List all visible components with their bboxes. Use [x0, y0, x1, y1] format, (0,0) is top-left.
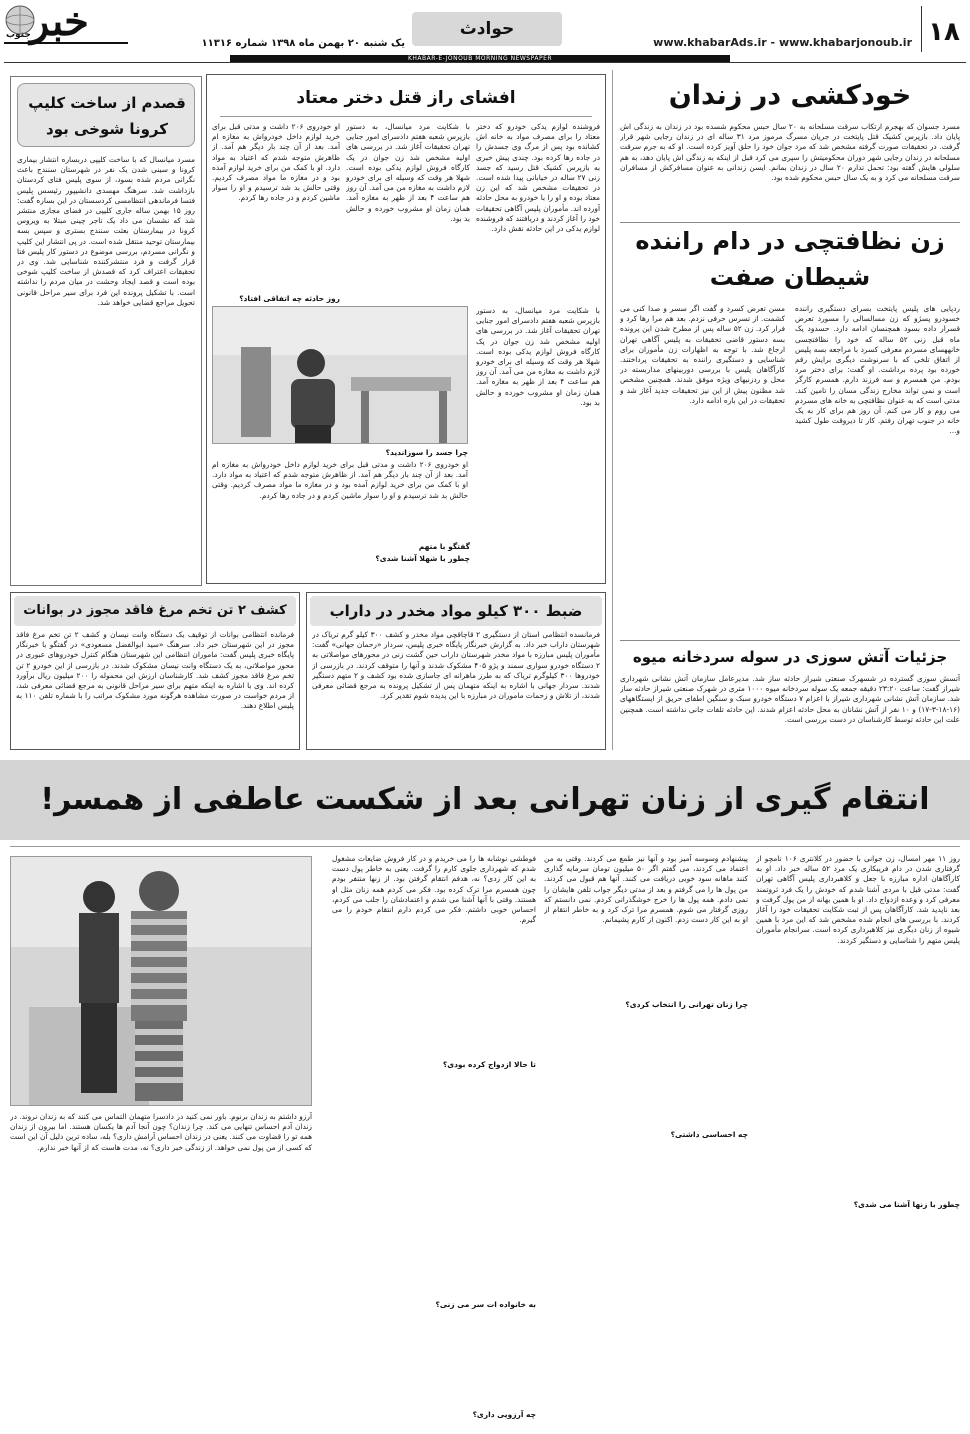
- article-cleaner-col1: ردپایی های پلیس پایتخت بسرای دستگیری راننده خسودرو پسژو که زن مسالسالی را مسورد تعرض قسرار داده بسود همچنسان ادامه دارد. حسدود یک ماه قبل زنی ۵۲ ساله که خود را نظافتچسی خانههسای مسردم معرفی کسرد با مراجعه بسه پلیس از اتفاق تلخی که با سرنوشت دیگری برایش رقم خورده بود پرده برداشت. او گفت: برای دختر مرد بودم. من همسرم و سه فرزند دارم. همسرم کارگر است و نمی تواند مخارج زندگی مسان را تامین کند. مدتی است که به عنوان نظافتچی به خانه های مسردم می روم و کار می کنم. آن روز هم برای کار به یک خانه در جنوب تهران رفتم. کار تا دیروقت طول کشید و...: [795, 304, 960, 436]
- headline-revenge: انتقام گیری از زنان تهرانی بعد از شکست عاطفی از همسر!: [40, 782, 930, 817]
- header-divider: [921, 6, 922, 52]
- logo-text: خبر: [30, 0, 89, 45]
- article-drugs-body: فرمانسده انتظامی استان از دستگیری ۲ قاچاقچی مواد مخدر و کشف ۳۰۰ کیلو گرم تریاک در شهرستان داراب خبر داد. به گزارش خبرنگار پایگاه خبری پلیس، سردار «رحمان جهانی» گفت: مأموران پلیس مبارزه با مواد مخدر شهرستان داراب حین گشت زنی در محورهای مواصلاتی به ۲ دستگاه خودرو سواری سمند و پژو ۴۰۵ مشکوک شدند و آنها را متوقف کردند. در بازرسی از خودروها ۳۰۰ کیلوگرم تریاک که به طرز ماهرانه ای جاسازی شده بود کشف و ۲ متهم دستگیر شدند. سردار جهانی با اشاره به اینکه متهمان پس از تشکیل پرونده به مرجع قضائی معرفی شدند، از تلاش و زحمات ماموران در مبارزه با این پدیده شوم تقدیر کرد.: [312, 630, 600, 701]
- divider: [620, 640, 960, 641]
- article-suicide-body: مسرد جسوان که بهجرم ارتکاب سرقت مسلحانه به ۲۰ سال حبس محکوم شسده بود در زندان به زندگی اش پایان داد. بازپرس کشیک قتل پایتخت در جریان مسرگ مرموز مرد ۳۱ ساله ای در زندان رجایی شهر قرار گرفت. در تحقیقات صورت گرفته مشخص شد که مرد جوان خود را حلق آویز کرده است. او که به جرم سرقت مسلحانه در زندان رجایی شهر دوران محکومیتش را سپری می کرد قبل از اینکه به زندگی اش پایان دهد، به هم سلولی هایش گفته بود: تحمل تدارم ۲۰ سال در زندان بمانم. ایسن زندانی به عنوان مسافرکش از مسافران سرقت مسلحانه می کرد و به یک سال حبس محکوم شده بود.: [620, 122, 960, 183]
- headline-covid-1: قصدم از ساخت کلیپ: [28, 94, 186, 112]
- article-murder-col4: با شکایت مرد میانسال، به دستور بازپرس شعبه هفتم دادسرای امور جنایی تهران تحقیقات آغاز شد. در بررسی های اولیه مشخص شد زن جوان در یک کارگاه فروش لوازم یدکی بوده است. شهلا هر وقت که وسیله ای برای خودرو لازم داشت به مغازه من می آمد. آن روز هم ساعت ۴ بعد از ظهر به مغازه آمد. همان زمان او مشروب خورده و حالش بد بود.: [476, 306, 600, 407]
- headline-covid-2: کرونا شوخی بود: [46, 120, 168, 138]
- article-covid-box: [10, 76, 202, 586]
- divider: [10, 846, 960, 847]
- question-murder: چطور با شهلا آشنا شدی؟: [375, 554, 470, 563]
- question-revenge: چه احساسی داشتی؟: [670, 1130, 748, 1139]
- masthead-english: KHABAR-E-JONOUB MORNING NEWSPAPER: [230, 55, 730, 63]
- site-urls[interactable]: www.khabarAds.ir - www.khabarjonoub.ir: [653, 36, 912, 49]
- article-revenge-col3: فوطشی نوشابه ها را می خریدم و در کار فروش ضایعات مشغول شدم که شهرداری جلوی کارم را گرفت. یعنی به خاطر پول دست به این کار زدی؟ نه، هدفم انتقام گرفتن بود. از زنها متنفر بودم چون همسرم مرا ترک کرده بود. فکر می کردم همه زنان مثل او هستند. وقتی با آنها آشنا می شدم و اعتمادشان را جلب می کردم، احساس خوبی داشتم. فکر می کردم دارم انتقام خودم را می گیرم.: [332, 854, 536, 925]
- article-murder-col1: فروشنده لوازم یدکی خودرو که دختر معتاد را برای مصرف مواد به خانه اش کشانده بود پس از مرگ وی جسدش را در جاده رها کرده بود. چندی پیش خبری به بازپرس کشیک قتل رسید که جسد زنی ۲۷ ساله در خیابانی پیدا شده است. در تحقیقات مشخص شد که این زن معتاد بوده و او را با خودرو به محل حادثه آورده اند. مأموران پلیس آگاهی تحقیقات خود را آغاز کردند و دریافتند که فروشنده لوازم یدکی در این حادثه نقش دارد.: [476, 122, 600, 234]
- question-revenge: به خانواده ات سر می زنی؟: [435, 1300, 536, 1309]
- question-revenge: تا حالا ازدواج کرده بودی؟: [442, 1060, 536, 1069]
- article-eggs-body: فرمانده انتظامی بوانات از توقیف یک دستگاه وانت نیسان و کشف ۲ تن تخم مرغ فاقد مجوز در این شهرستان خبر داد. سرهنگ «سید ابوالفضل مسعودی» در گفتگو با خبرنگار پایگاه خبری پلیس گفت: ماموران انتظامی این شهرستان هنگام کنترل خودروهای عبوری در محور مواصلاتی، به یک دستگاه وانت نیسان مشکوک شدند. در بازرسی از این خودرو ۲ تن تخم مرغ فاقد مجوز کشف شد. کارشناسان ارزش این محموله را ۲۰۰ میلیون ریال برآورد کرده اند. وی با اشاره به اینکه متهم برای سیر مراحل قانونی به مرجع قضائی معرفی شد، از مردم خواست در صورت مشاهده هرگونه مورد مشکوک مراتب را با شماره تلفن ۱۱۰ به پلیس اطلاع دهند.: [16, 630, 294, 711]
- article-covid-body: مسرد میانسال که با ساخت کلیپی دربساره انتشار بیماری کرونا و سینی شدن یک نفر در شهرستان سنندج باعث نگرانی مردم شده بسود، از سوی پلیس فتای کردستان بازداشت شد. سرهنگ مهسدی دانشیپور رئیسس پلیس فتسا فرماندهی انتظامسی کردسستان در این بساره گفت: روز ۱۵ بهمن ساله جاری کلیپی در فضای مجازی منتشر شد که نشسان می داد یک تاجر چینی مبتلا به ویروس کرونا در بیمارستان بعثت سنندج بستری و سپس بسه بیمارستان توحید منتقل شده است. در پی انتشار این کلیپ و نگرانی مسردم، بررسی موضوع در دستور کار پلیس فتا قرار گرفت و فرد منتشرکننده شناسایی شد. وی در تحقیقات اعتراف کرد که قصدش از ساخت کلیپ شوخی بوده است و قصد ایجاد وحشت در میان مردم را نداشته است. با تشکیل پرونده این فرد برای سیر مراحل قانونی تحویل مراجع قضایی خواهد شد.: [17, 155, 195, 307]
- article-murder-col3: او خودروی ۲۰۶ داشت و مدتی قبل برای خرید لوازم داخل خودرواش به مغازه ام آمد. بعد از آن چند بار دیگر هم آمد. از ظاهرش متوجه شدم که اعتیاد به مواد دارد. او با کمک من برای خرید لوازم آمده بود و در مغازه ما مواد مصرف کردیم. وقتی حالش بد شد ترسیدم و او را سوار ماشین کردم و در جاده رها کردم.: [212, 122, 340, 203]
- question-revenge: چرا زنان تهرانی را انتخاب کردی؟: [625, 1000, 748, 1009]
- divider: [220, 116, 592, 117]
- question-murder: روز حادثه چه اتفاقی افتاد؟: [239, 294, 340, 303]
- logo-subtext: جنوب: [6, 30, 31, 40]
- article-revenge-col2: پیشنهادم وسوسه آمیز بود و آنها نیز طمع می کردند. وقتی به من اعتماد می کردند، می گفتم اگر ۵۰ میلیون تومان سرمایه گذاری کنند ماهانه سود خوبی دریافت می کنند. آنها هم قبول می کردند. من پول ها را می گرفتم و بعد از مدتی دیگر جواب تلفن هایشان را نمی دادم. همه پول ها را خرج خوشگذرانی کردم. نمی دانستم که روزی گرفتار می شوم. همسرم مرا ترک کرد و به خاطر انتقام از او به این کار دست زدم. اکنون از کارم پشیمانم.: [544, 854, 748, 925]
- murder-photo: [212, 306, 468, 444]
- headline-cleaner-2: شیطان صفت: [709, 263, 871, 291]
- page-number: ۱۸: [928, 17, 960, 47]
- article-cleaner-col2: مسن تعرض کسرد و گفت اگر سسر و صدا کنی می کشمت. از تسرس حرفی نزدم. بعد هم مرا رها کرد و فرار کرد. زن ۵۲ ساله پس از مطرح شدن این پرونده بسه دستور قاضی تحقیقات به پلیس آگاهی تهران ارجاع شد. با توجه به اظهارات زن مأموران برای شناسایی و دستگیری راننده به تحقیقات پرداختند. کارآگاهان پلیس با بررسی دوربینهای مداربسته در محل و ردزنیهای ویژه موفق شدند. همچنین مشخص شد مظنون پیش از این نیز تحقیقات جدید آغاز شد و تحقیقات در این باره ادامه دارد.: [620, 304, 785, 405]
- revenge-photo: [10, 856, 312, 1106]
- headline-cleaner-1: زن نظافتچی در دام راننده: [635, 227, 945, 255]
- headline-fire: جزئیات آتش سوزی در سوله سردخانه میوه: [632, 648, 948, 666]
- defendant-photo-icon: [10, 857, 311, 1106]
- headline-drugs: ضبط ۳۰۰ کیلو مواد مخدر در داراب: [329, 602, 583, 620]
- question-murder: گفتگو با متهم: [418, 542, 470, 551]
- section-title: حوادث: [412, 12, 562, 46]
- headline-murder: افشای راز قتل دختر معتاد: [296, 88, 516, 108]
- question-revenge: چه آرزویی داری؟: [472, 1410, 536, 1419]
- question-revenge: چطور با زنها آشنا می شدی؟: [853, 1200, 960, 1209]
- covid-headline-box: [17, 83, 195, 147]
- issue-date: یک شنبه ۲۰ بهمن ماه ۱۳۹۸ شماره ۱۱۳۱۶: [201, 38, 405, 49]
- page-header: [0, 0, 970, 62]
- article-murder-col2: با شکایت مرد میانسال، به دستور بازپرس شعبه هفتم دادسرای امور جنایی تهران تحقیقات آغاز شد. در بررسی های اولیه مشخص شد زن جوان در یک کارگاه فروش لوازم یدکی بوده است. شهلا هر وقت که وسیله ای برای خودرو لازم داشت به مغازه من می آمد. آن روز هم ساعت ۴ بعد از ظهر به مغازه آمد. همان زمان او مشروب خورده و حالش بد بود.: [346, 122, 470, 223]
- article-revenge-col1: روز ۱۱ مهر امسال، زن جوانی با حضور در کلانتری ۱۰۶ تامچو از گرفتاری شدن در دام فریبکاری یک مرد ۵۲ ساله خبر داد. او به کارآگاهان اداره مبارزه با جعل و کلاهبرداری پلیس آگاهی تهران گفت: مدتی قبل با مردی آشنا شدم که خودش را یک فرد ثروتمند معرفی کرد و وعده ازدواج داد. او با همین بهانه از من پول گرفت و بعد ناپدید شد. کارآگاهان پس از ثبت شکایت تحقیقات خود را آغاز کردند. با بررسی های انجام شده مشخص شد که این مرد با همین شیوه از زنان دیگری نیز کلاهبرداری کرده است. سرانجام مأموران پلیس متهم را شناسایی و دستگیر کردند.: [756, 854, 960, 945]
- revenge-banner: [0, 760, 970, 840]
- newspaper-logo: [0, 0, 132, 56]
- header-rule: [4, 62, 966, 63]
- headline-suicide: خودکشی در زندان: [668, 80, 912, 111]
- article-murder-col5: او خودروی ۲۰۶ داشت و مدتی قبل برای خرید لوازم داخل خودرواش به مغازه ام آمد. بعد از آن چند بار دیگر هم آمد. از ظاهرش متوجه شدم که اعتیاد به مواد دارد. او با کمک من برای خرید لوازم آمده بود و در مغازه ما مواد مصرف کردیم. وقتی حالش بد شد ترسیدم و او را سوار ماشین کردم و در جاده رها کردم.: [212, 460, 468, 500]
- suspect-photo-icon: [212, 307, 467, 444]
- article-fire-body: آتسش سوزی گسترده در شسهرک صنعتی شیراز حادثه ساز شد. مدیرعامل سازمان آتش نشانی شهرداری شیراز گفت: ساعت ۲۳:۲۰ دقیقه جمعه یک سوله سردخانه میوه ۱۰۰۰ متری در شهرک صنعتی شیراز حادثه ساز شد. سازمان آتش نشانی شهرداری شیراز با اعزام ۷ دستگاه خودرو سبک و سنگین اطفای حریق از ایستگاههای (۱۶-۱۸-۳-۱۷) و ۱۰ نفر از آتش نشانان به محل حادثه اعزام شدند. این حادثه تلفات جانی نداشته است. همچنین علت این حادثه توسط کارشناسان در دست بررسی است.: [620, 674, 960, 724]
- question-murder: چرا جسد را سوزاندید؟: [385, 448, 468, 457]
- column-rule: [612, 70, 613, 750]
- article-revenge-col4: آرزو داشتم به زندان برنوم. باور نمی کنید در دادسرا متهمان التماس می کنند که به زندان نروند. در زندان آدم احساس تنهایی می کند. چرا زندان؟ چون آنجا آدم ها یکسان هستند. اما بیرون از زندان همه تو را قضاوت می کنند. یعنی در زندان احساس آرامش داری؟ بله، ساده ترین دلیل آن این است که کسی از من پول نمی خواهد. از زندگی خبر داری؟ نه، مدت هاست که از آنها خبر ندارم.: [10, 1112, 312, 1152]
- headline-eggs: کشف ۲ تن تخم مرغ فاقد مجوز در بوانات: [23, 603, 287, 618]
